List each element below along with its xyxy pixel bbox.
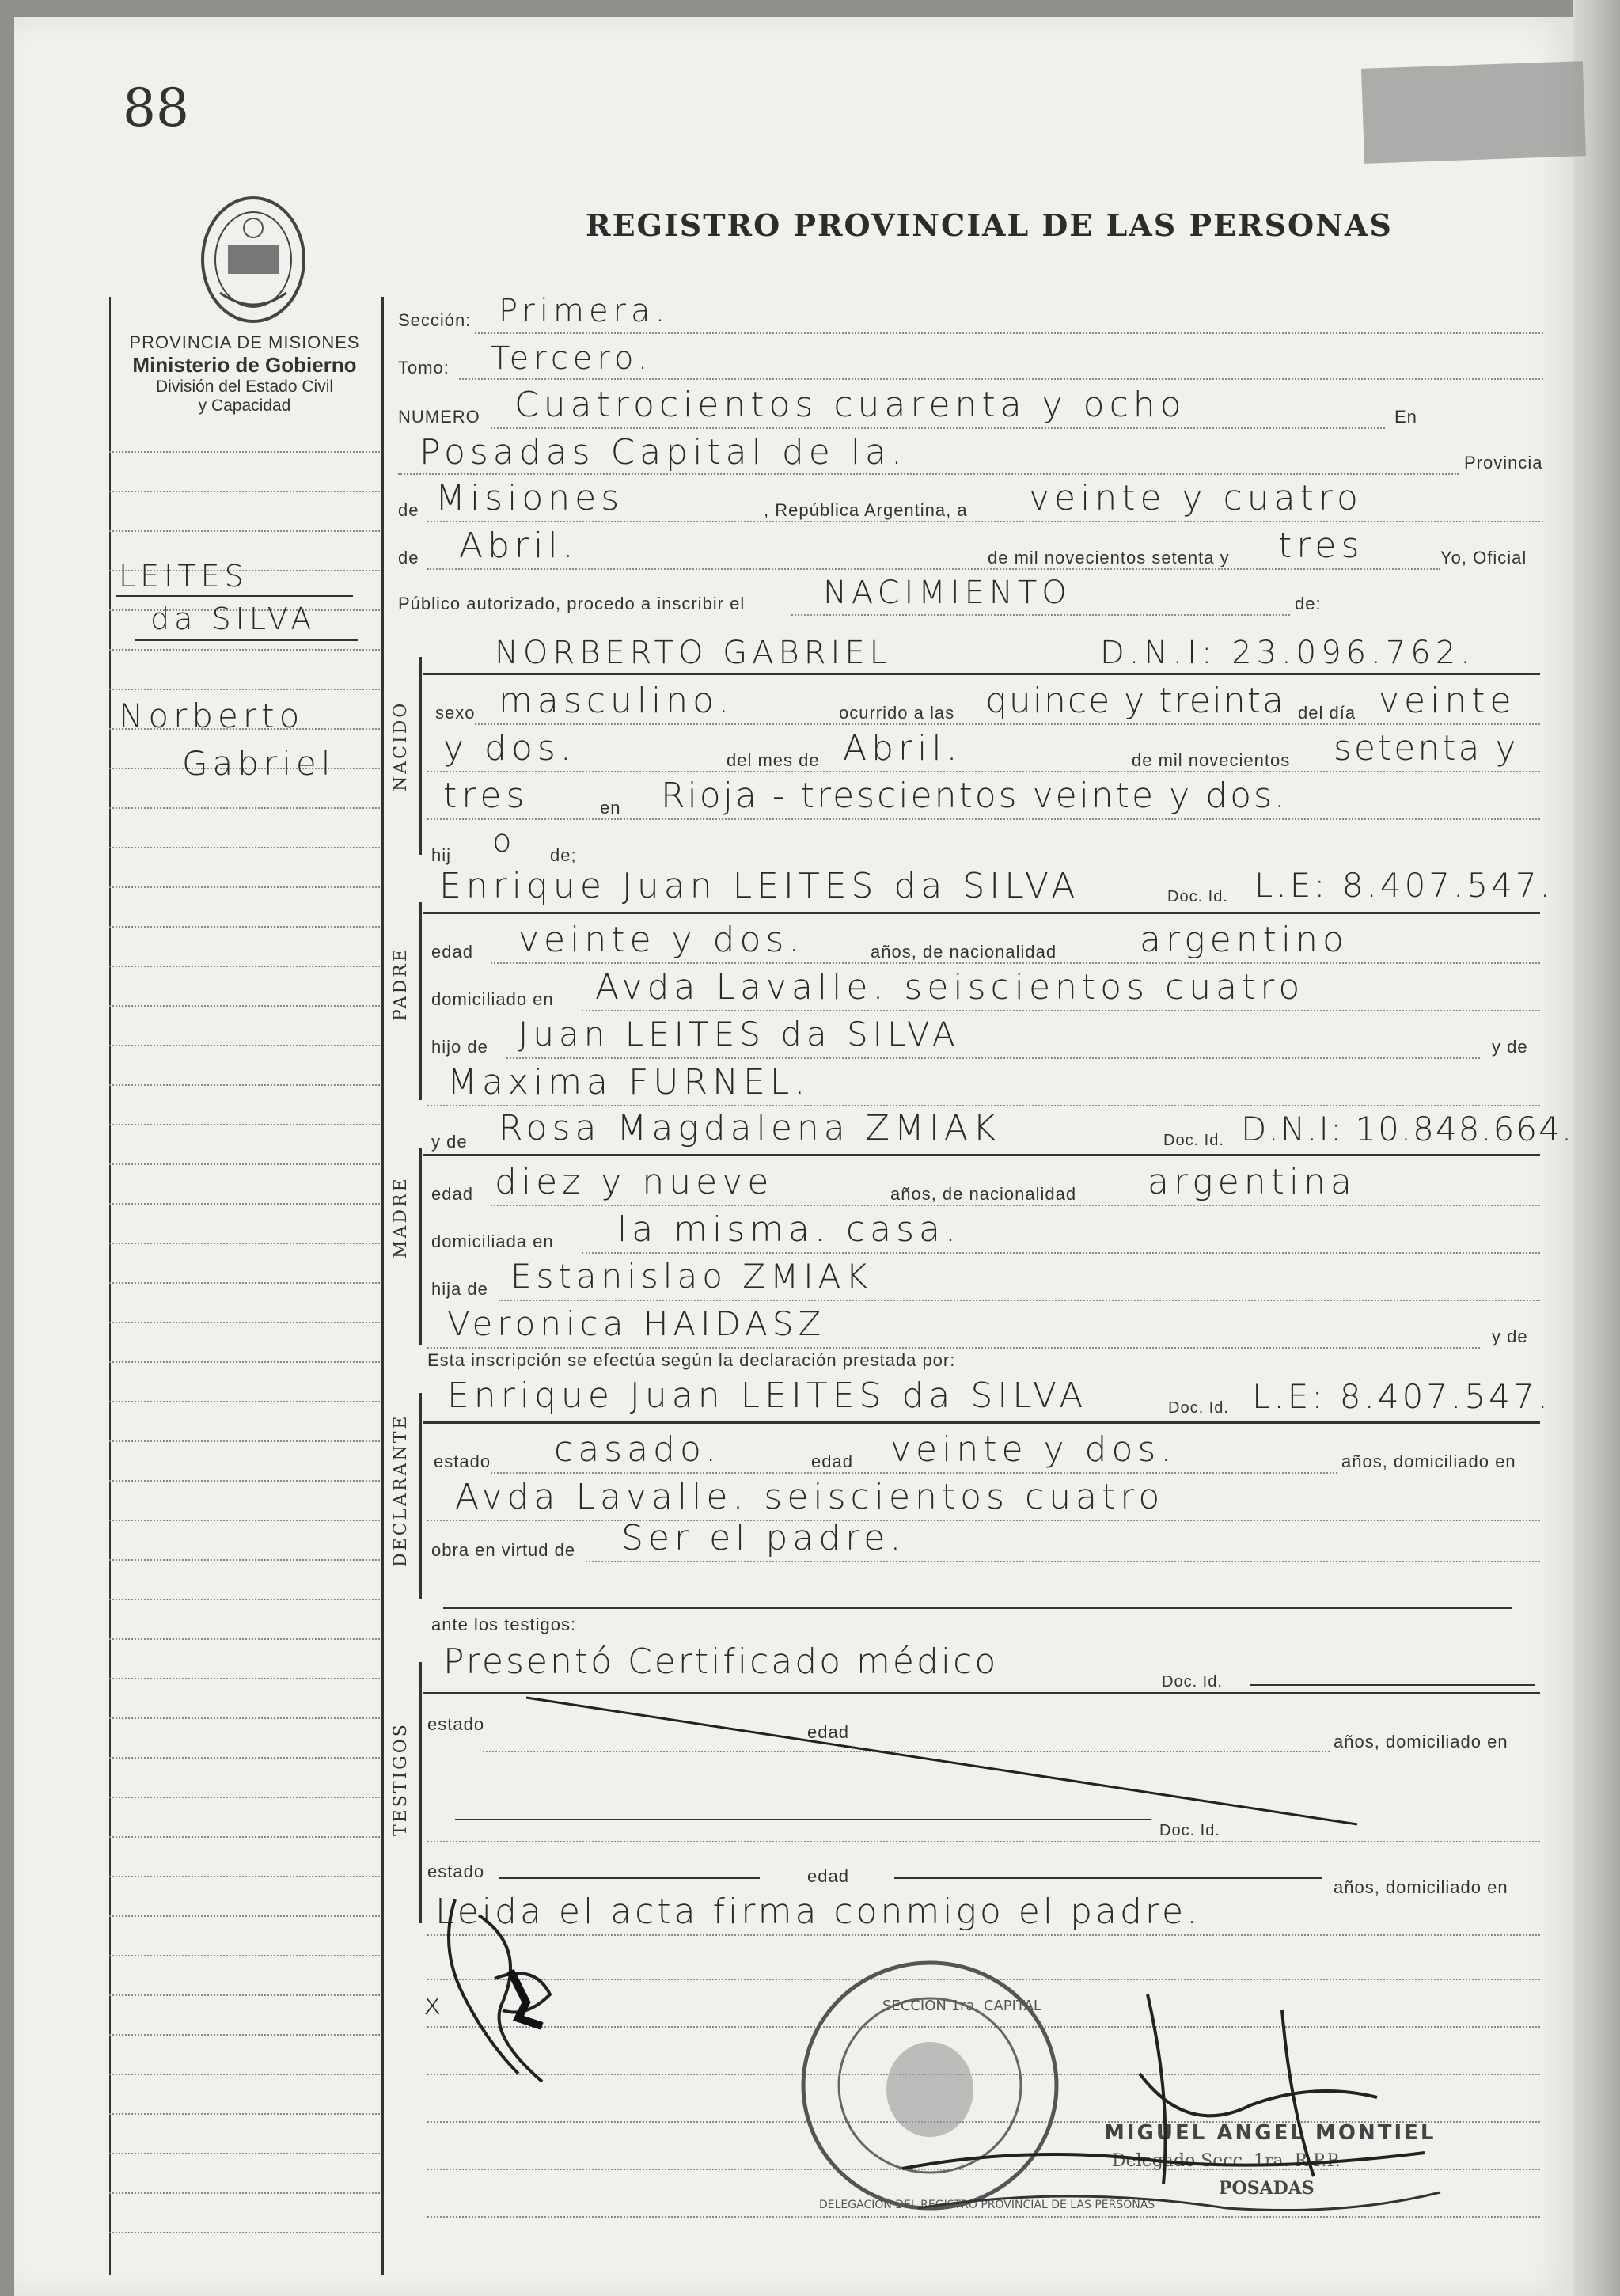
label-en: En <box>1394 407 1417 427</box>
declarante-bracket <box>419 1393 422 1599</box>
field-decl-estado: casado. <box>554 1429 722 1470</box>
label-y-de-padre: y de <box>1492 1037 1528 1057</box>
left-header <box>109 332 380 416</box>
field-decl-nombre: Enrique Juan LEITES da SILVA <box>447 1376 1088 1416</box>
field-sexo: masculino. <box>499 681 734 721</box>
label-doc-id-testigo-2: Doc. Id. <box>1159 1822 1220 1839</box>
book-edge <box>1573 0 1620 2296</box>
field-hora: quince y treinta <box>985 681 1285 721</box>
label-sexo: sexo <box>435 703 476 723</box>
seal-ring-text: DELEGACION DEL REGISTRO PROVINCIAL DE LAS PERSONAS <box>819 2199 1155 2211</box>
label-de-3: de: <box>1295 594 1322 613</box>
field-padre-doc: L.E: 8.407.547. <box>1254 866 1554 905</box>
field-dni: D.N.I: 23.096.762. <box>1100 635 1475 671</box>
field-hij: o <box>492 823 517 860</box>
field-dia-2: y dos. <box>443 728 576 768</box>
field-madre-dom: la misma. casa. <box>617 1209 962 1250</box>
label-publico: Público autorizado, procedo a inscribir el <box>398 594 746 613</box>
label-de-mil: de mil novecientos setenta y <box>988 548 1230 567</box>
label-hija-de: hija de <box>431 1279 488 1299</box>
page-number: 88 <box>123 78 189 139</box>
left-header-province: PROVINCIA DE MISIONES <box>129 332 360 352</box>
signature-cross: x <box>423 1987 446 2021</box>
label-anios-nac-madre: años, de nacionalidad <box>890 1184 1077 1204</box>
main-column-border <box>381 297 384 2275</box>
field-tomo: Tercero. <box>491 340 653 377</box>
label-anios-dom-t2: años, domiciliado en <box>1334 1877 1508 1897</box>
label-ocurrido: ocurrido a las <box>839 703 955 723</box>
section-nacido: NACIDO <box>391 700 411 791</box>
field-madre-padre: Estanislao ZMIAK <box>510 1257 872 1296</box>
page-title: REGISTRO PROVINCIAL DE LAS PERSONAS <box>586 207 1393 243</box>
label-estado-t2: estado <box>427 1861 485 1881</box>
margin-given-1: Norberto <box>119 696 305 735</box>
field-padre-madre: Maxima FURNEL. <box>447 1062 810 1102</box>
section-madre: MADRE <box>391 1176 411 1258</box>
stamp-city: POSADAS <box>1219 2178 1315 2199</box>
field-anio: tres <box>1278 526 1364 566</box>
label-estado-t1: estado <box>427 1714 485 1734</box>
field-padre-padre: Juan LEITES da SILVA <box>518 1015 960 1053</box>
label-numero: NUMERO <box>398 407 480 427</box>
field-seccion: Primera. <box>499 293 670 329</box>
label-y-de-madre-2: y de <box>1492 1326 1528 1346</box>
label-del-mes: del mes de <box>727 750 820 770</box>
field-acto: NACIMIENTO <box>823 575 1072 611</box>
coat-of-arms-seal <box>196 190 311 324</box>
tape-strip <box>1361 61 1586 164</box>
label-ante-testigos: ante los testigos: <box>431 1615 577 1634</box>
field-lugar: Posadas Capital de la. <box>419 432 907 472</box>
strike-line <box>522 1694 1361 1828</box>
label-yo-oficial: Yo, Oficial <box>1440 548 1527 567</box>
margin-given-2: Gabriel <box>182 744 336 783</box>
stamp-name: MIGUEL ANGEL MONTIEL <box>1104 2121 1436 2145</box>
label-obra: obra en virtud de <box>431 1540 576 1560</box>
field-madre-nac: argentina <box>1148 1162 1356 1202</box>
label-en-2: en <box>600 798 621 818</box>
official-signature <box>871 1979 1456 2232</box>
left-header-capacity: y Capacidad <box>198 397 291 415</box>
field-fecha-dia: veinte y cuatro <box>1029 478 1363 518</box>
madre-bracket <box>419 1148 422 1345</box>
field-madre-edad: diez y nueve <box>495 1162 774 1202</box>
field-decl-dom: Avda Lavalle. seiscientos cuatro <box>455 1477 1165 1517</box>
field-numero: Cuatrocientos cuarenta y ocho <box>514 385 1186 425</box>
label-provincia: Provincia <box>1464 453 1543 472</box>
label-edad-decl: edad <box>811 1452 853 1471</box>
label-doc-id-padre: Doc. Id. <box>1167 888 1228 905</box>
field-dia: veinte <box>1379 681 1516 721</box>
field-padre-dom: Avda Lavalle. seiscientos cuatro <box>595 967 1305 1008</box>
field-padre-nac: argentino <box>1140 920 1349 960</box>
label-de-1: de <box>398 500 419 520</box>
label-republica: , República Argentina, a <box>764 500 968 520</box>
label-edad-t2: edad <box>807 1866 849 1886</box>
testigos-bracket <box>419 1662 422 1923</box>
label-y-de-madre: y de <box>431 1132 468 1152</box>
nacido-bracket <box>419 657 422 855</box>
label-del-dia: del día <box>1298 703 1356 723</box>
label-estado-decl: estado <box>434 1452 491 1471</box>
field-leida: Leida el acta firma conmigo el padre. <box>435 1892 1201 1932</box>
label-tomo: Tomo: <box>398 358 450 378</box>
field-decl-edad: veinte y dos. <box>890 1429 1177 1470</box>
seal-inner-text: SECCION 1ra. CAPITAL <box>882 1998 1041 2014</box>
padre-bracket <box>419 902 422 1100</box>
label-doc-id-decl: Doc. Id. <box>1168 1399 1229 1417</box>
label-de-mil-2: de mil novecientos <box>1132 750 1291 770</box>
field-provincia: Misiones <box>435 478 624 518</box>
field-madre-madre: Veronica HAIDASZ <box>447 1304 826 1343</box>
label-anios-nac-padre: años, de nacionalidad <box>871 942 1057 962</box>
label-hij: hij <box>431 845 452 865</box>
label-anios-dom-t1: años, domiciliado en <box>1334 1732 1508 1751</box>
stamp-role: Delegado Secc. 1ra. R.P.P. <box>1112 2151 1341 2171</box>
field-decl-obra: Ser el padre. <box>621 1518 906 1558</box>
label-de-4: de; <box>550 845 577 865</box>
label-edad-t1: edad <box>807 1722 849 1742</box>
label-edad-madre: edad <box>431 1184 473 1204</box>
label-domiciliado-padre: domiciliado en <box>431 989 554 1009</box>
field-padre-nombre: Enrique Juan LEITES da SILVA <box>439 866 1080 906</box>
field-padre-edad: veinte y dos. <box>518 920 805 960</box>
label-edad-padre: edad <box>431 942 473 962</box>
left-header-division: División del Estado Civil <box>155 378 334 396</box>
left-header-ministry: Ministerio de Gobierno <box>132 353 357 377</box>
field-decl-doc: L.E: 8.407.547. <box>1252 1377 1551 1416</box>
label-hijo-de: hijo de <box>431 1037 488 1057</box>
left-column-border <box>109 297 111 2275</box>
section-declarante: DECLARANTE <box>391 1414 411 1567</box>
field-anio-2a: setenta y <box>1334 728 1519 768</box>
field-madre-doc: D.N.I: 10.848.664. <box>1241 1110 1574 1148</box>
label-doc-id-testigo-1: Doc. Id. <box>1162 1673 1223 1691</box>
field-mes: Abril. <box>843 728 962 768</box>
margin-surname-1: LEITES <box>119 559 249 594</box>
section-testigos: TESTIGOS <box>391 1722 411 1836</box>
field-testigos: Presentó Certificado médico <box>443 1641 999 1682</box>
label-esta-inscripcion: Esta inscripción se efectúa según la declaración prestada por: <box>427 1350 956 1370</box>
father-signature <box>431 1884 590 2089</box>
field-anio-2b: tres <box>443 776 529 816</box>
field-lugar-nac: Rioja - trescientos veinte y dos. <box>661 776 1288 816</box>
field-fecha-mes: Abril. <box>459 526 579 566</box>
label-de-2: de <box>398 548 419 567</box>
field-nombre: NORBERTO GABRIEL <box>495 635 892 671</box>
label-doc-id-madre: Doc. Id. <box>1163 1132 1224 1149</box>
section-padre: PADRE <box>391 947 411 1021</box>
field-madre-nombre: Rosa Magdalena ZMIAK <box>499 1108 1000 1148</box>
label-seccion: Sección: <box>398 310 472 330</box>
label-anios-dom-decl: años, domiciliado en <box>1341 1452 1516 1471</box>
label-domiciliada: domiciliada en <box>431 1231 554 1251</box>
margin-surname-2: da SILVA <box>150 602 317 636</box>
